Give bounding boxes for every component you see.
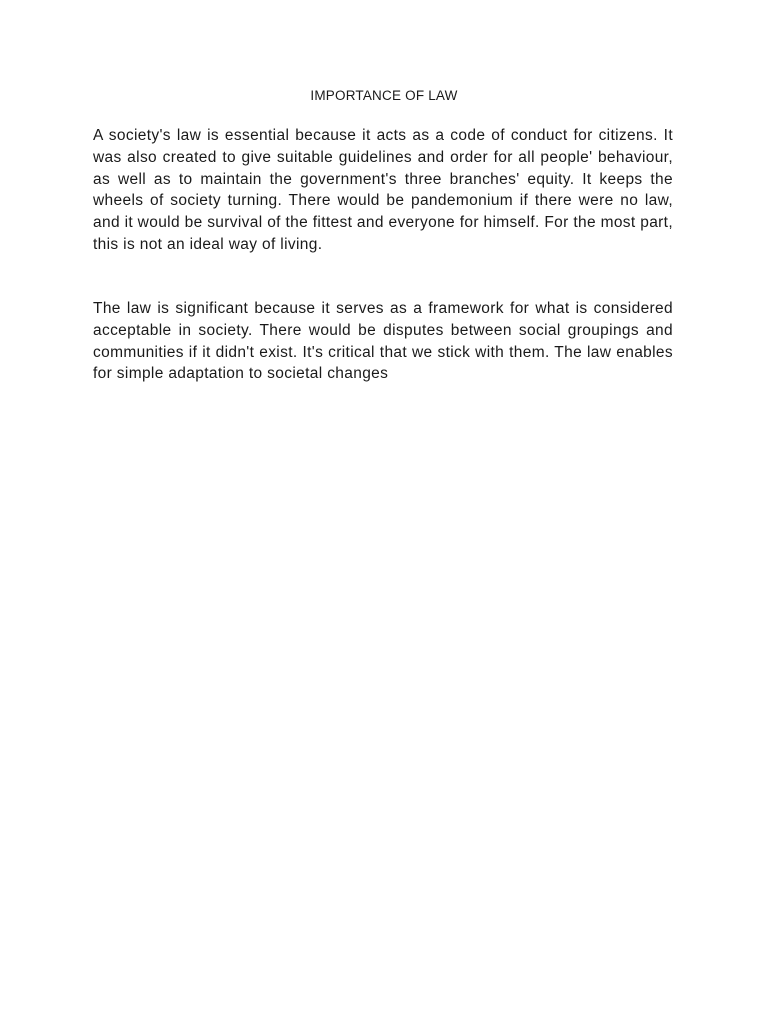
document-title: IMPORTANCE OF LAW (310, 88, 458, 103)
paragraph-2: The law is significant because it serves as a framework for what is considered acceptable in society. There would be disputes between social groupings and communities if it didn't exist. It's critical that we stick with them. The law enables for simple adaptation to societal changes (93, 300, 673, 383)
paragraph-1: A society's law is essential because it acts as a code of conduct for citizens. It was also created to give suitable guidelines and order for all people' behaviour, as well as to maintain the government's three branches' equity. It keeps the wheels of society turning. There would be pandemonium if there were no law, and it would be survival of the fittest and everyone for himself. For the most part, this is not an ideal way of living. (93, 127, 673, 253)
